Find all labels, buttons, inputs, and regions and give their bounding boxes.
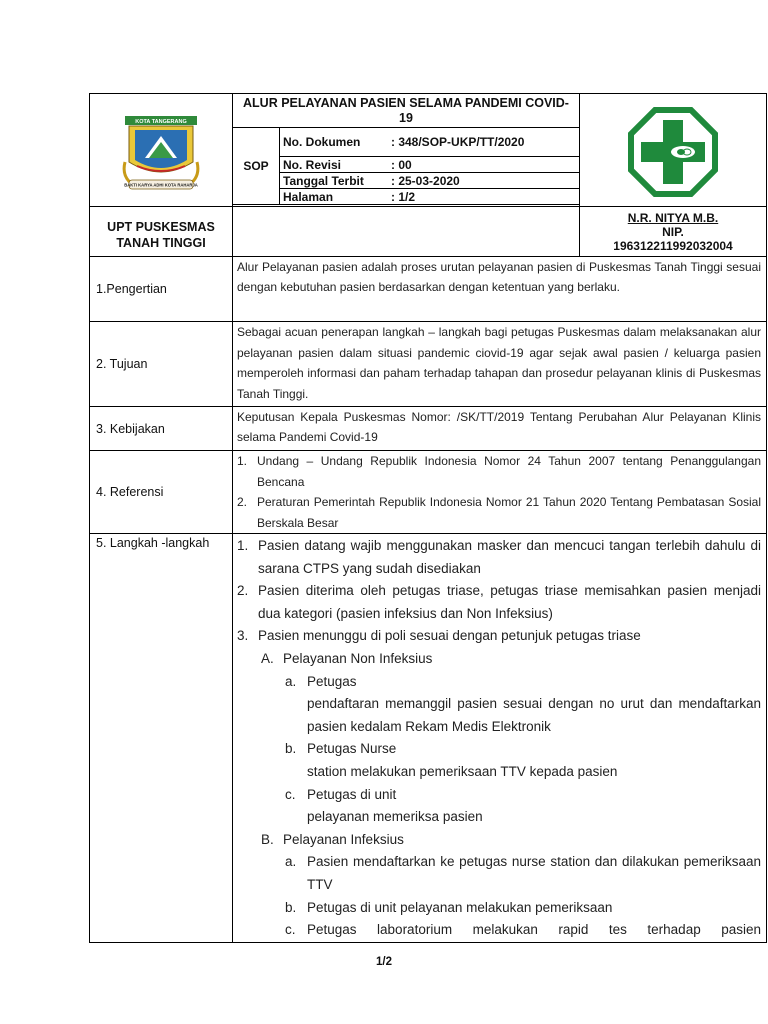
list-item: c. Petugas di unit <box>285 786 397 802</box>
page-number: 1/2 <box>376 956 392 968</box>
list-item: A. Pelayanan Non Infeksius <box>261 650 433 666</box>
unit-name: UPT PUSKESMAS TANAH TINGGI <box>90 207 233 257</box>
meta-revisi: No. Revisi : 00 <box>280 157 580 173</box>
blank-cell <box>233 207 580 257</box>
label-referensi: 4. Referensi <box>90 451 233 534</box>
body-table <box>89 256 767 943</box>
list-item: 1. Pasien datang wajib menggunakan masker dan mencuci tangan terlebih dahulu di sarana CTPS yang sudah disediakan <box>237 538 761 576</box>
sop-document <box>89 93 766 943</box>
list-item: c. Petugas laboratorium melakukan rapid tes terhadap pasien <box>285 922 761 938</box>
logo-text-top: KOTA TANGERANG <box>135 119 187 125</box>
meta-halaman: Halaman : 1/2 <box>280 189 580 205</box>
document-title: ALUR PELAYANAN PASIEN SELAMA PANDEMI COVID-19 <box>233 94 580 128</box>
list-item: 2. Peraturan Pemerintah Republik Indonesia Nomor 21 Tahun 2020 Tentang Pembatasan Sosial Berskala Besar <box>237 495 761 530</box>
list-item: B. Pelayanan Infeksius <box>261 831 404 847</box>
list-item: 1. Undang – Undang Republik Indonesia Nomor 24 Tahun 2007 tentang Penanggulangan Bencana <box>237 454 761 489</box>
puskesmas-logo <box>625 104 721 200</box>
city-logo-cell <box>90 94 233 207</box>
list-item: a. Pasien mendaftarkan ke petugas nurse station dan dilakukan pemeriksaan TTV <box>285 854 761 892</box>
meta-dokumen: No. Dokumen : 348/SOP-UKP/TT/2020 <box>280 128 580 157</box>
health-logo-cell <box>580 94 767 207</box>
list-item-text: pelayanan memeriksa pasien <box>307 809 483 825</box>
list-item: 3. Pasien menunggu di poli sesuai dengan petunjuk petugas triase <box>237 628 641 644</box>
label-pengertian: 1.Pengertian <box>90 257 233 322</box>
list-item: b. Petugas Nurse <box>285 741 397 757</box>
list-item-text: station melakukan pemeriksaan TTV kepada pasien <box>307 763 618 779</box>
signer-nip: 196312211992032004 <box>613 239 733 253</box>
meta-tanggal: Tanggal Terbit : 25-03-2020 <box>280 173 580 189</box>
label-tujuan: 2. Tujuan <box>90 322 233 407</box>
kota-tangerang-logo <box>115 110 207 194</box>
text-tujuan: Sebagai acuan penerapan langkah – langkah bagi petugas Puskesmas dalam melaksanakan alur pelayanan pasien dalam situasi pandemic ciovid-19 agar sejak awal pasien / keluarga pasien memperoleh informasi dan paham terhadap tahapan dan prosedur pelayanan klinis di Puskesmas Tanah Tinggi. <box>233 322 767 407</box>
label-kebijakan: 3. Kebijakan <box>90 407 233 451</box>
header-table <box>89 93 767 257</box>
signer-nip-label: NIP. <box>662 225 684 239</box>
text-pengertian: Alur Pelayanan pasien adalah proses urutan pelayanan pasien di Puskesmas Tanah Tinggi sesuai dengan kebutuhan pasien berdasarkan dengan ketentuan yang berlaku. <box>233 257 767 322</box>
list-referensi <box>233 451 767 534</box>
signer-name: N.R. NITYA M.B. <box>627 211 719 225</box>
list-item: b. Petugas di unit pelayanan melakukan pemeriksaan <box>285 899 613 915</box>
list-item-text: pendaftaran memanggil pasien sesuai dengan no urut dan mendaftarkan pasien kedalam Rekam Medis Elektronik <box>307 696 761 734</box>
list-item: a. Petugas <box>285 673 357 689</box>
signer-block <box>580 207 767 257</box>
list-item: 2. Pasien diterima oleh petugas triase, petugas triase memisahkan pasien menjadi dua kategori (pasien infeksius dan Non Infeksius) <box>237 583 761 621</box>
text-kebijakan: Keputusan Kepala Puskesmas Nomor: /SK/TT/2019 Tentang Perubahan Alur Pelayanan Klinis selama Pandemi Covid-19 <box>233 407 767 451</box>
logo-motto: BAKTI KARYA ADHI KOTA RAHARJA <box>124 182 198 188</box>
list-langkah <box>233 534 767 943</box>
label-langkah: 5. Langkah -langkah <box>90 534 233 943</box>
sop-label: SOP <box>233 128 280 205</box>
